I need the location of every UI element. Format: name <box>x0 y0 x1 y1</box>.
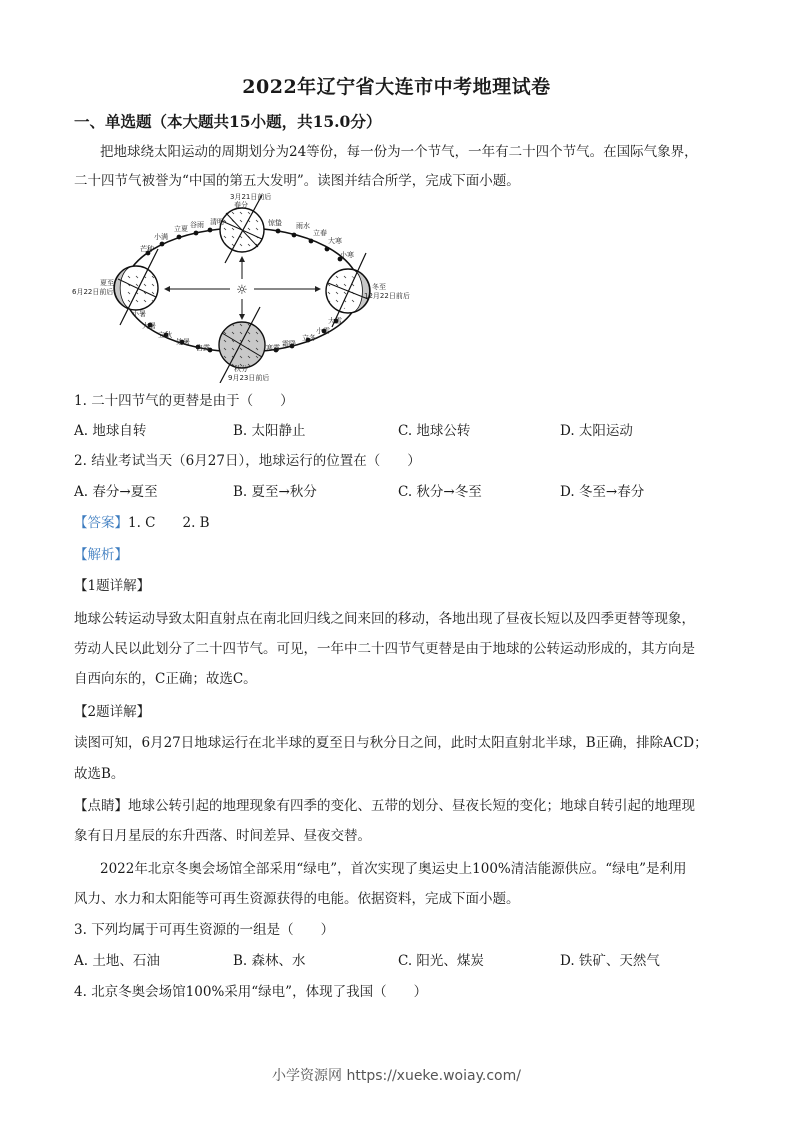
question-3: 3. 下列均属于可再生资源的一组是（ ） <box>74 922 335 938</box>
q2-option-b[interactable]: B. 夏至→秋分 <box>233 484 317 500</box>
q2-detail-line: 故选B。 <box>74 766 125 782</box>
solar-terms-orbit-diagram <box>70 193 410 383</box>
svg-text:立冬: 立冬 <box>302 334 316 342</box>
earth-winter-solstice <box>324 253 370 327</box>
svg-text:小雪: 小雪 <box>316 327 330 335</box>
tip-line: 【点睛】地球公转引起的地理现象有四季的变化、五带的划分、昼夜长短的变化；地球自转引起的地理现 <box>74 798 695 814</box>
q3-option-c[interactable]: C. 阳光、煤炭 <box>398 953 484 969</box>
q3-option-b[interactable]: B. 森林、水 <box>233 953 306 969</box>
q1-detail-heading: 【1题详解】 <box>74 578 151 594</box>
page-title: 2022年辽宁省大连市中考地理试卷 <box>242 76 551 98</box>
svg-text:立春: 立春 <box>313 229 327 237</box>
svg-text:清明: 清明 <box>210 218 224 226</box>
svg-text:秋分: 秋分 <box>234 365 248 373</box>
svg-text:夏至: 夏至 <box>100 279 114 287</box>
svg-text:3月21日前后: 3月21日前后 <box>230 193 272 201</box>
svg-text:春分: 春分 <box>234 201 248 209</box>
question-4: 4. 北京冬奥会场馆100%采用“绿电”，体现了我国（ ） <box>74 984 428 1000</box>
svg-text:12月22日前后: 12月22日前后 <box>364 292 410 300</box>
analysis-label: 【解析】 <box>74 547 128 563</box>
svg-text:小暑: 小暑 <box>132 310 146 318</box>
svg-text:小满: 小满 <box>154 233 168 241</box>
svg-text:冬至: 冬至 <box>372 283 386 291</box>
q2-option-d[interactable]: D. 冬至→春分 <box>560 484 645 500</box>
svg-text:寒露: 寒露 <box>266 344 280 352</box>
svg-text:6月22日前后: 6月22日前后 <box>72 288 114 296</box>
q1-option-a[interactable]: A. 地球自转 <box>74 423 147 439</box>
q3-option-d[interactable]: D. 铁矿、天然气 <box>560 953 660 969</box>
svg-text:谷雨: 谷雨 <box>190 221 204 229</box>
svg-text:立秋: 立秋 <box>158 331 172 339</box>
q1-option-c[interactable]: C. 地球公转 <box>398 423 471 439</box>
intro-paragraph-line: 把地球绕太阳运动的周期划分为24等份，每一份为一个节气，一年有二十四个节气。在国际气象界， <box>100 144 698 160</box>
svg-text:大暑: 大暑 <box>142 322 156 330</box>
tip-label: 【点睛】 <box>74 798 128 814</box>
q2-detail-heading: 【2题详解】 <box>74 704 151 720</box>
svg-text:雨水: 雨水 <box>296 222 310 230</box>
answer-value: 1. C 2. B <box>128 515 210 531</box>
svg-text:☼: ☼ <box>236 283 248 298</box>
q1-detail-line: 自西向东的，C正确；故选C。 <box>74 671 257 687</box>
q1-detail-line: 地球公转运动导致太阳直射点在南北回归线之间来回的移动，各地出现了昼夜长短以及四季更替等现象， <box>74 611 695 627</box>
q1-option-d[interactable]: D. 太阳运动 <box>560 423 633 439</box>
question-1: 1. 二十四节气的更替是由于（ ） <box>74 393 294 409</box>
q2-option-a[interactable]: A. 春分→夏至 <box>74 484 158 500</box>
section-heading: 一、单选题（本大题共15小题，共15.0分） <box>74 112 382 131</box>
svg-text:9月23日前后: 9月23日前后 <box>228 374 270 382</box>
svg-text:霜降: 霜降 <box>282 340 296 348</box>
svg-text:惊蛰: 惊蛰 <box>268 219 282 227</box>
svg-text:小寒: 小寒 <box>340 251 354 259</box>
q3-option-a[interactable]: A. 土地、石油 <box>74 953 160 969</box>
svg-text:芒种: 芒种 <box>140 245 154 253</box>
q1-option-b[interactable]: B. 太阳静止 <box>233 423 306 439</box>
question-2: 2. 结业考试当天（6月27日），地球运行的位置在（ ） <box>74 453 421 469</box>
svg-text:大雪: 大雪 <box>328 317 342 325</box>
answer-line <box>74 514 210 532</box>
svg-text:大寒: 大寒 <box>328 237 342 245</box>
svg-text:立夏: 立夏 <box>174 225 188 233</box>
q2-option-c[interactable]: C. 秋分→冬至 <box>398 484 482 500</box>
intro-paragraph-line: 二十四节气被誉为“中国的第五大发明”。读图并结合所学，完成下面小题。 <box>74 173 520 189</box>
answer-label: 【答案】 <box>74 515 128 531</box>
tip-line: 象有日月星辰的东升西落、时间差异、昼夜交替。 <box>74 828 371 844</box>
svg-text:处暑: 处暑 <box>176 338 190 346</box>
footer-watermark: 小学资源网 https://xueke.woiay.com/ <box>272 1068 521 1084</box>
q2-detail-line: 读图可知，6月27日地球运行在北半球的夏至日与秋分日之间，此时太阳直射北半球，B正确，排除ACD； <box>74 735 708 751</box>
intro-paragraph-line: 2022年北京冬奥会场馆全部采用“绿电”，首次实现了奥运史上100%清洁能源供应。“绿电”是利用 <box>100 861 687 877</box>
intro-paragraph-line: 风力、水力和太阳能等可再生资源获得的电能。依据资料，完成下面小题。 <box>74 891 520 907</box>
svg-text:白露: 白露 <box>196 344 210 352</box>
q1-detail-line: 劳动人民以此划分了二十四节气。可见，一年中二十四节气更替是由于地球的公转运动形成的，其方向是 <box>74 641 695 657</box>
